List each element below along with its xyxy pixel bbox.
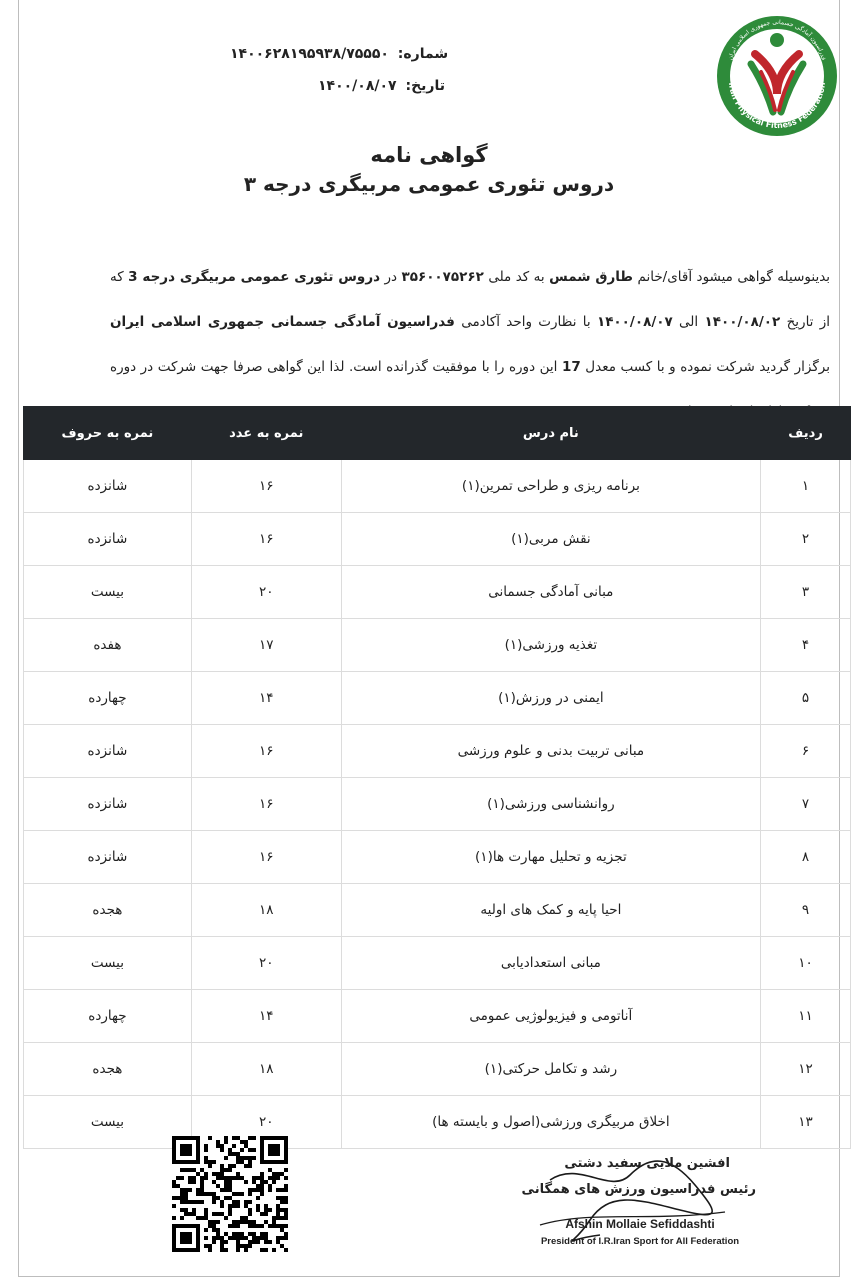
cell-score-words: شانزده: [24, 831, 192, 884]
cell-score-words: هجده: [24, 1043, 192, 1096]
signatory-name-en: Afshin Mollaie Sefiddashti: [565, 1217, 715, 1231]
cell-row-number: ۲: [761, 513, 851, 566]
table-row: [24, 672, 851, 725]
cell-course-name: رشد و تکامل حرکتی(۱): [341, 1043, 760, 1096]
cell-course-name: برنامه ریزی و طراحی تمرین(۱): [341, 460, 760, 513]
cell-score-number: ۱۶: [191, 831, 341, 884]
table-row: [24, 460, 851, 513]
logo-text-en: Iran Physical Fitness Federation: [727, 81, 828, 131]
cell-row-number: ۵: [761, 672, 851, 725]
cell-row-number: ۱۱: [761, 990, 851, 1043]
table-row: [24, 937, 851, 990]
date-to: ۱۴۰۰/۰۸/۰۷: [596, 314, 673, 330]
signatory-title-en: President of I.R.Iran Sport for All Federation: [540, 1236, 740, 1247]
qr-code-icon: [172, 1136, 288, 1252]
cell-score-number: ۱۶: [191, 513, 341, 566]
date-label: تاریخ:: [405, 78, 445, 94]
cell-course-name: نقش مربی(۱): [341, 513, 760, 566]
cell-score-words: بیست: [24, 566, 192, 619]
date-from: ۱۴۰۰/۰۸/۰۲: [704, 314, 781, 330]
page-subtitle: دروس تئوری عمومی مربیگری درجه ۳: [243, 172, 615, 196]
table-row: [24, 990, 851, 1043]
table-row: [24, 619, 851, 672]
cell-course-name: روانشناسی ورزشی(۱): [341, 778, 760, 831]
cell-score-words: شانزده: [24, 460, 192, 513]
certificate-number: [230, 46, 448, 62]
statement-part: با نظارت واحد آکادمی: [461, 314, 591, 330]
page-title: گواهی نامه: [370, 143, 488, 167]
cell-score-words: هجده: [24, 884, 192, 937]
cell-course-name: مبانی آمادگی جسمانی: [341, 566, 760, 619]
statement-part: برگزار گردید شرکت نموده و با کسب معدل: [585, 359, 830, 375]
cell-score-words: شانزده: [24, 778, 192, 831]
cell-score-words: چهارده: [24, 672, 192, 725]
cell-course-name: مبانی تربیت بدنی و علوم ورزشی: [341, 725, 760, 778]
cell-course-name: مبانی استعدادیابی: [341, 937, 760, 990]
table-row: [24, 884, 851, 937]
average-score: 17: [561, 359, 581, 375]
cell-score-number: ۱۴: [191, 672, 341, 725]
cell-score-number: ۲۰: [191, 937, 341, 990]
statement-part: به کد ملی: [488, 269, 545, 285]
certificate-date: [318, 78, 445, 94]
signatory-name-fa: افشین ملایی سفید دشتی: [564, 1156, 730, 1171]
cell-row-number: ۱۳: [761, 1096, 851, 1149]
grades-table: [23, 406, 851, 1149]
cell-row-number: ۱۰: [761, 937, 851, 990]
cell-score-number: ۱۸: [191, 1043, 341, 1096]
cell-score-number: ۱۸: [191, 884, 341, 937]
statement-part: که از تاریخ: [110, 269, 831, 330]
cell-course-name: ایمنی در ورزش(۱): [341, 672, 760, 725]
table-header-row: [24, 407, 851, 460]
number-value: ۱۴۰۰۶۲۸۱۹۵۹۳۸/۷۵۵۵۰: [230, 46, 389, 62]
cell-row-number: ۷: [761, 778, 851, 831]
cell-score-number: ۱۴: [191, 990, 341, 1043]
federation-logo-icon: [715, 14, 839, 138]
table-row: [24, 831, 851, 884]
recipient-name: طارق شمس: [549, 269, 634, 285]
cell-score-number: ۲۰: [191, 1096, 341, 1149]
table-row: [24, 1043, 851, 1096]
cell-score-number: ۱۶: [191, 725, 341, 778]
statement-part: بدینوسیله گواهی میشود آقای/خانم: [637, 269, 831, 285]
statement-part: این دوره را با موفقیت گذرانده است. لذا این گواهی صرفا جهت شرکت در دوره: [110, 359, 558, 375]
table-row: [24, 513, 851, 566]
statement-part: در: [384, 269, 398, 285]
cell-course-name: آناتومی و فیزیولوژیی عمومی: [341, 990, 760, 1043]
table-row: [24, 778, 851, 831]
cell-score-words: بیست: [24, 937, 192, 990]
cell-row-number: ۱: [761, 460, 851, 513]
cell-score-number: ۱۶: [191, 460, 341, 513]
cell-row-number: ۶: [761, 725, 851, 778]
table-row: [24, 1096, 851, 1149]
cell-score-words: بیست: [24, 1096, 192, 1149]
cell-score-number: ۲۰: [191, 566, 341, 619]
federation-name: فدراسیون آمادگی جسمانی جمهوری اسلامی ایران: [110, 314, 455, 330]
cell-row-number: ۸: [761, 831, 851, 884]
cell-score-words: هفده: [24, 619, 192, 672]
cell-course-name: اخلاق مربیگری ورزشی(اصول و بایسته ها): [341, 1096, 760, 1149]
number-label: شماره:: [397, 46, 449, 62]
date-value: ۱۴۰۰/۰۸/۰۷: [318, 78, 397, 94]
cell-score-number: ۱۷: [191, 619, 341, 672]
header-row-number: ردیف: [761, 407, 851, 460]
cell-score-words: شانزده: [24, 513, 192, 566]
cell-row-number: ۳: [761, 566, 851, 619]
statement-part: الی: [679, 314, 699, 330]
cell-score-words: شانزده: [24, 725, 192, 778]
cell-course-name: احیا پایه و کمک های اولیه: [341, 884, 760, 937]
table-row: [24, 725, 851, 778]
cell-score-words: چهارده: [24, 990, 192, 1043]
cell-course-name: تجزیه و تحلیل مهارت ها(۱): [341, 831, 760, 884]
header-score-number: نمره به عدد: [191, 407, 341, 460]
table-row: [24, 566, 851, 619]
cell-score-number: ۱۶: [191, 778, 341, 831]
header-score-words: نمره به حروف: [24, 407, 192, 460]
course-name: دروس تئوری عمومی مربیگری درجه 3: [128, 269, 381, 285]
cell-row-number: ۱۲: [761, 1043, 851, 1096]
header-course-name: نام درس: [341, 407, 760, 460]
cell-course-name: تغذیه ورزشی(۱): [341, 619, 760, 672]
cell-row-number: ۴: [761, 619, 851, 672]
logo-text-fa: فدراسیون آمادگی جسمانی جمهوری اسلامی ایران: [727, 18, 827, 61]
cell-row-number: ۹: [761, 884, 851, 937]
signatory-title-fa: رئیس فدراسیون ورزش های همگانی: [521, 1182, 756, 1197]
national-id: ۳۵۶۰۰۷۵۲۶۲: [401, 269, 484, 285]
